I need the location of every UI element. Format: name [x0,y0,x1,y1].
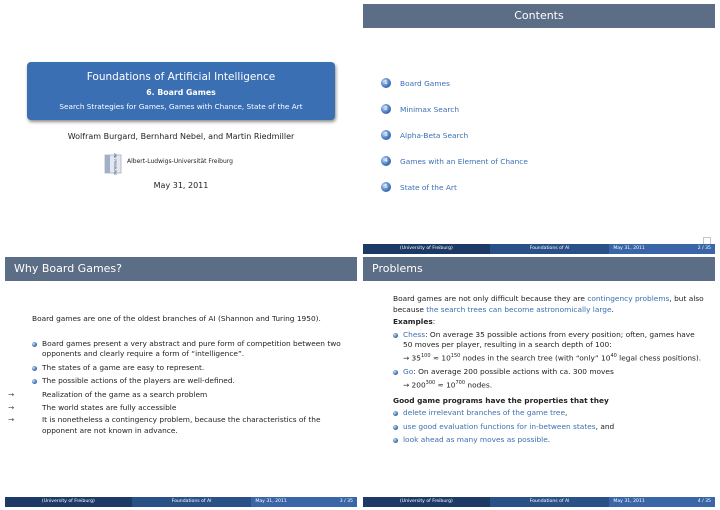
table-of-contents [381,70,528,200]
slide-body [393,294,705,449]
footer-institution: (University of Freiburg) [5,497,132,507]
property-item: delete irrelevant branches of the game tree, [393,408,705,419]
slide-description: Search Strategies for Games, Games with Chance, State of the Art [59,102,303,111]
contents-slide [363,4,715,254]
footer-course: Foundations of AI [132,497,252,507]
slide-body [32,314,345,438]
toc-item-board-games[interactable] [381,70,528,96]
toc-item-games-with-chance[interactable] [381,148,528,174]
bullet-item: The possible actions of the players are well-defined. [32,376,345,387]
examples-list [393,330,705,391]
footer-date-page [609,497,715,507]
institute: Albert-Ludwigs-Universität Freiburg [127,158,233,165]
arrow-item: → The world states are fully accessible [9,403,345,414]
page-number: 2 / 35 [697,246,711,251]
why-board-games-slide [5,257,357,507]
properties-list [393,408,705,446]
slide-footer [5,497,357,507]
authors: Wolfram Burgard, Bernhard Nebel, and Martin Riedmiller [67,132,295,141]
section-number-icon: 5 [381,182,391,192]
arrow-item: → It is nonetheless a contingency problem, because the characteristics of the opponent are not known in advance. [9,415,345,436]
slide-title: Foundations of Artificial Intelligence [86,71,276,83]
page-number: 3 / 35 [339,499,353,504]
title-box [27,62,335,120]
intro-text: Board games are not only difficult because they are contingency problems, but also because the search trees can become astronomically large. [393,294,704,314]
toc-label: Alpha-Beta Search [400,130,469,140]
toc-item-alpha-beta-search[interactable] [381,122,528,148]
property-item: look ahead as many moves as possible. [393,435,705,446]
bullet-item: The states of a game are easy to represent. [32,363,345,374]
footer-date-page [251,497,357,507]
footer-date: May 31, 2011 [613,246,645,251]
arrow-item: → Realization of the game as a search problem [9,390,345,401]
slide-footer [363,244,715,254]
toc-label: State of the Art [400,182,457,192]
title-slide [5,4,357,254]
slide-header: Contents [363,4,715,28]
slide-header: Problems [363,257,715,281]
problems-slide [363,257,715,507]
footer-date: May 31, 2011 [613,499,645,504]
good-programs-heading: Good game programs have the properties that they [393,395,609,405]
examples-label: Examples: [393,317,436,327]
university-logo [103,153,123,175]
footer-institution: (University of Freiburg) [363,244,490,254]
property-item: use good evaluation functions for in-between states, and [393,422,705,433]
toc-item-minimax-search[interactable] [381,96,528,122]
slide-footer [363,497,715,507]
bullet-list [32,339,345,387]
footer-course: Foundations of AI [490,497,610,507]
footer-date: May 31, 2011 [255,499,287,504]
intro-text: Board games are one of the oldest branches of AI (Shannon and Turing 1950). [32,314,321,323]
toc-label: Games with an Element of Chance [400,156,528,166]
footer-institution: (University of Freiburg) [363,497,490,507]
chess-example: Chess: On average 35 possible actions from every position; often, games have 50 moves per player, resulting in a search depth of 100: → $35^{100} \approx 10^{150}$ nodes in the search tree (with “only” $10^{40}$ legal chess positions). [393,330,705,364]
slide-subtitle: 6. Board Games [146,88,216,97]
toc-label: Minimax Search [400,104,460,114]
presentation-date: May 31, 2011 [153,181,209,190]
toc-label: Board Games [400,78,450,88]
section-number-icon: 1 [381,78,391,88]
footer-date-page [609,244,715,254]
logo-text: UNI FREIBURG [113,153,117,175]
section-number-icon: 4 [381,156,391,166]
page-number: 4 / 35 [697,499,711,504]
section-number-icon: 2 [381,104,391,114]
go-example: Go: On average 200 possible actions with ca. 300 moves → $200^{300} \approx 10^{700}$ nodes. [393,367,705,391]
toc-item-state-of-the-art[interactable] [381,174,528,200]
footer-course: Foundations of AI [490,244,610,254]
slide-header: Why Board Games? [5,257,357,281]
section-number-icon: 3 [381,130,391,140]
bullet-item: Board games present a very abstract and pure form of competition between two opponents and clearly require a form of “intelligence”. [32,339,345,360]
